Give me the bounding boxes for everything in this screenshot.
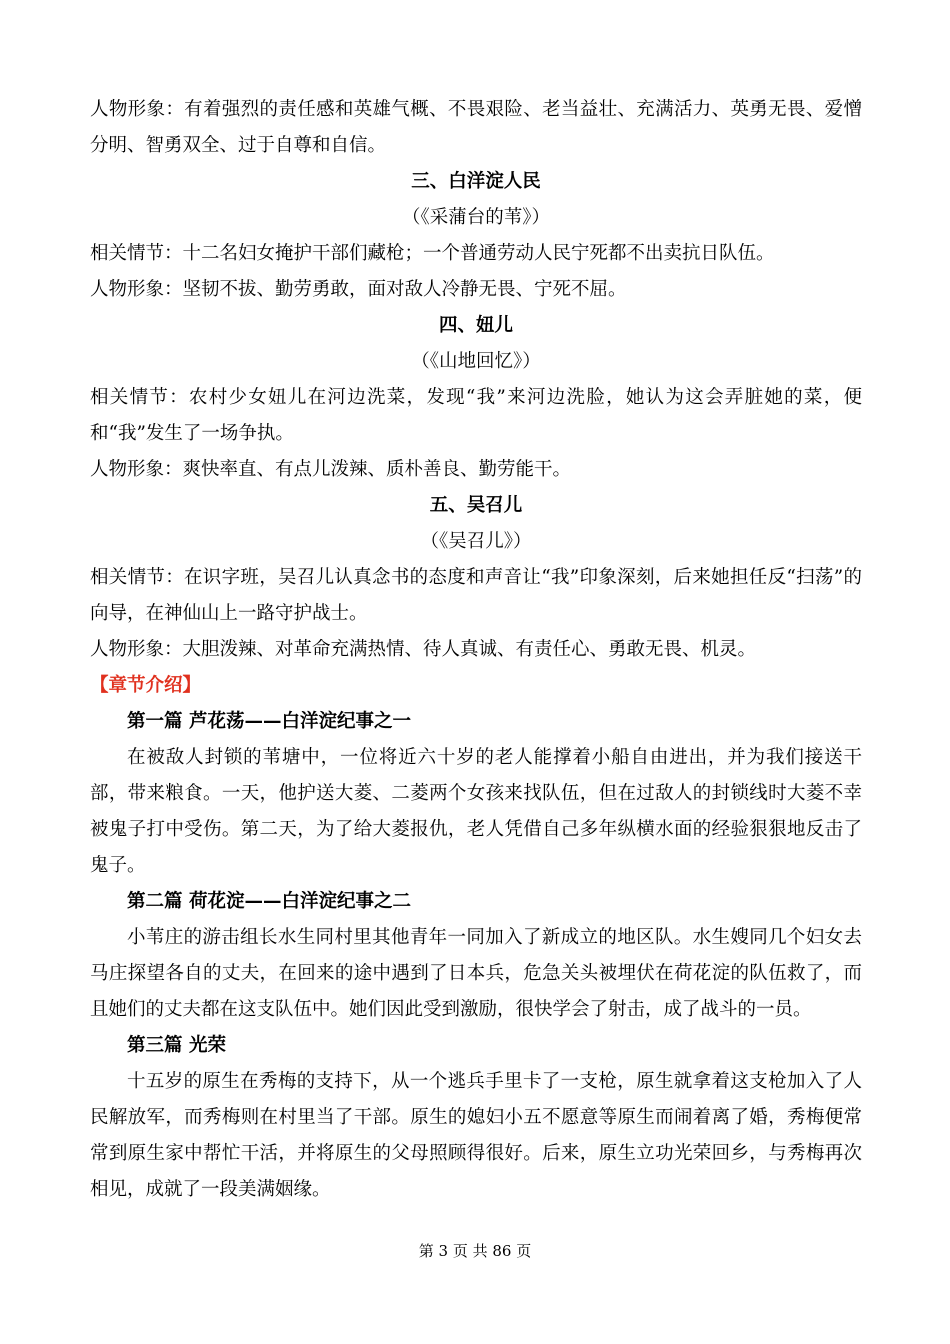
chapter-title: 第一篇 芦花荡——白洋淀纪事之一 xyxy=(127,711,411,732)
character-image-paragraph: 人物形象：爽快率直、有点儿泼辣、质朴善良、勤劳能干。 xyxy=(90,459,572,480)
character-image-paragraph: 人物形象：大胆泼辣、对革命充满热情、待人真诚、有责任心、勇敢无畏、机灵。 xyxy=(90,639,757,660)
chapter-summary: 小苇庄的游击组长水生同村里其他青年一同加入了新成立的地区队。水生嫂同几个妇女去马庄探望各自的丈夫，在回来的途中遇到了日本兵，危急关头被埋伏在荷花淀的队伍救了，而且她们的丈夫都在这支队伍中。她们因此受到激励，很快学会了射击，成了战斗的一员。 xyxy=(90,927,862,1020)
page-number-footer: 第 3 页 共 86 页 xyxy=(418,1242,532,1260)
document-page xyxy=(90,92,862,1208)
chapter-1 xyxy=(90,704,862,884)
section-heading: 五、吴召儿 xyxy=(429,495,523,516)
chapter-title: 第三篇 光荣 xyxy=(127,1035,226,1056)
section-heading: 四、妞儿 xyxy=(438,315,513,336)
chapter-intro-label: 【章节介绍】 xyxy=(90,675,202,696)
plot-paragraph: 相关情节：十二名妇女掩护干部们藏枪；一个普通劳动人民宁死都不出卖抗日队伍。 xyxy=(90,243,775,264)
chapter-summary: 十五岁的原生在秀梅的支持下，从一个逃兵手里卡了一支枪，原生就拿着这支枪加入了人民解放军，而秀梅则在村里当了干部。原生的媳妇小五不愿意等原生而闹着离了婚，秀梅便常常到原生家中帮忙干活，并将原生的父母照顾得很好。后来，原生立功光荣回乡，与秀梅再次相见，成就了一段美满姻缘。 xyxy=(90,1071,862,1200)
section-baiyangdian-people xyxy=(90,164,862,308)
chapter-3 xyxy=(90,1028,862,1208)
character-image-paragraph: 人物形象：有着强烈的责任感和英雄气概、不畏艰险、老当益壮、充满活力、英勇无畏、爱憎分明、智勇双全、过于自尊和自信。 xyxy=(90,99,862,156)
chapter-title: 第二篇 荷花淀——白洋淀纪事之二 xyxy=(127,891,411,912)
character-image-paragraph: 人物形象：坚韧不拔、勤劳勇敢，面对敌人冷静无畏、宁死不屈。 xyxy=(90,279,627,300)
section-source: （《采蒲台的苇》） xyxy=(401,207,550,228)
section-source: （《吴召儿》） xyxy=(420,531,532,552)
chapter-summary: 在被敌人封锁的苇塘中，一位将近六十岁的老人能撑着小船自由进出，并为我们接送干部，带来粮食。一天，他护送大菱、二菱两个女孩来找队伍，但在过敌人的封锁线时大菱不幸被鬼子打中受伤。第二天，为了给大菱报仇，老人凭借自己多年纵横水面的经验狠狠地反击了鬼子。 xyxy=(90,747,862,876)
section-source: （《山地回忆》） xyxy=(411,351,541,372)
section-wuzhaoer xyxy=(90,488,862,668)
section-heading: 三、白洋淀人民 xyxy=(411,171,541,192)
plot-paragraph: 相关情节：农村少女妞儿在河边洗菜，发现“我”来河边洗脸，她认为这会弄脏她的菜，便和“我”发生了一场争执。 xyxy=(90,387,862,444)
section-niuer xyxy=(90,308,862,488)
chapter-2 xyxy=(90,884,862,1028)
plot-paragraph: 相关情节：在识字班，吴召儿认真念书的态度和声音让“我”印象深刻，后来她担任反“扫荡”的向导，在神仙山上一路守护战士。 xyxy=(90,567,862,624)
